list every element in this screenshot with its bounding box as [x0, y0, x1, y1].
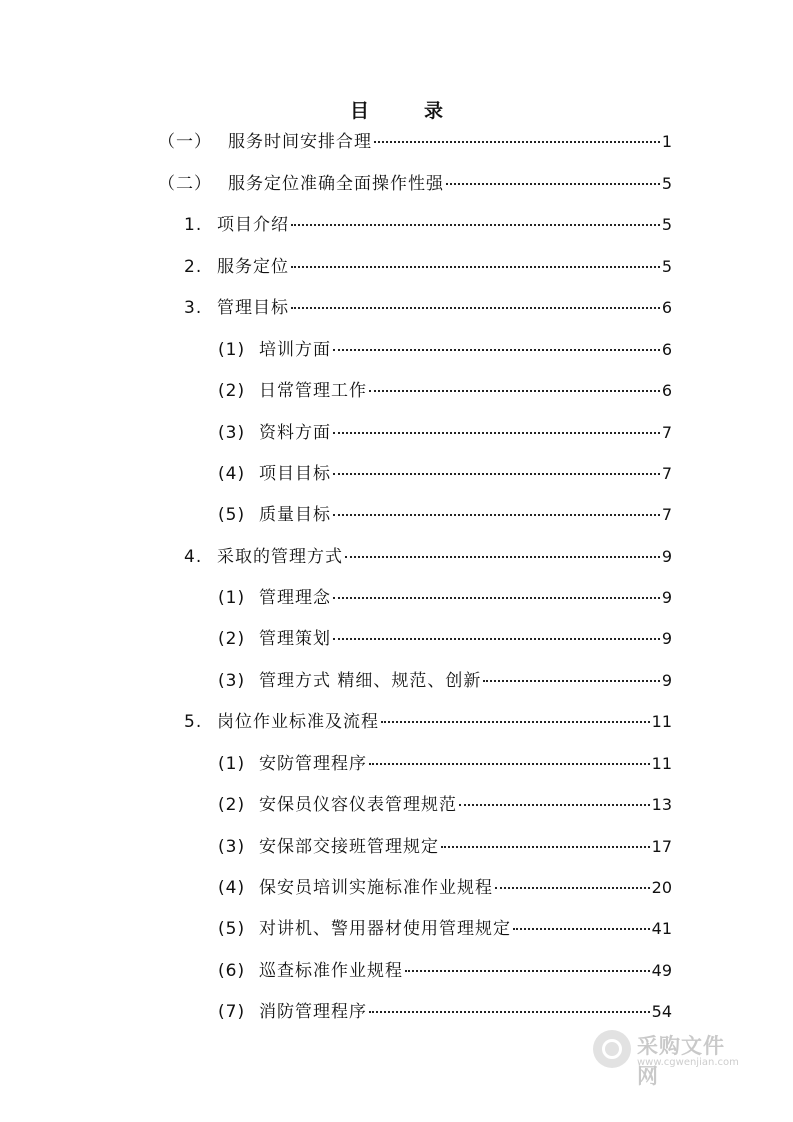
- toc-entry[interactable]: [218, 418, 672, 442]
- toc-entry-number: (2): [218, 795, 246, 815]
- toc-entry-title: 服务定位: [217, 257, 289, 277]
- dot-leader: [374, 141, 660, 143]
- dot-leader: [333, 432, 660, 434]
- toc-entry[interactable]: [218, 790, 672, 814]
- toc-entry-title: 管理理念: [259, 588, 331, 608]
- toc-entry-number: 2.: [184, 257, 203, 277]
- watermark-name: 采购文件网: [637, 1034, 725, 1088]
- dot-leader: [333, 473, 660, 475]
- toc-entry-title: 管理方式 精细、规范、创新: [259, 671, 482, 691]
- dot-leader: [333, 638, 660, 640]
- toc-entry[interactable]: [218, 583, 672, 607]
- toc-entry-page: 5: [661, 174, 672, 193]
- dot-leader: [441, 846, 650, 848]
- toc-entry-number: (5): [218, 919, 246, 939]
- toc-entry-title: 日常管理工作: [259, 381, 367, 401]
- toc-entry[interactable]: [218, 873, 672, 897]
- dot-leader: [483, 680, 659, 682]
- toc-entry-page: 20: [651, 878, 672, 897]
- toc-entry-title: 保安员培训实施标准作业规程: [259, 878, 493, 898]
- toc-entry-number: 3.: [184, 298, 203, 318]
- toc-entry-number: (3): [218, 423, 246, 443]
- toc-entry-number: (2): [218, 381, 246, 401]
- watermark-url: www.cgwenjian.com: [637, 1057, 739, 1068]
- toc-entry-title: 岗位作业标准及流程: [217, 712, 379, 732]
- toc-entry[interactable]: [218, 749, 672, 773]
- toc-entry-number: （一）: [158, 132, 212, 152]
- toc-entry-page: 54: [651, 1002, 672, 1021]
- dot-leader: [333, 349, 660, 351]
- toc-entry-number: (3): [218, 837, 246, 857]
- toc-entry[interactable]: [158, 169, 672, 193]
- dot-leader: [369, 1011, 650, 1013]
- toc-entry-page: 49: [651, 961, 672, 980]
- toc-entry-title: 资料方面: [259, 423, 331, 443]
- dot-leader: [446, 183, 660, 185]
- toc-entry-page: 7: [661, 464, 672, 483]
- toc-entry-number: （二）: [158, 174, 212, 194]
- toc-entry[interactable]: [218, 956, 672, 980]
- toc-entry[interactable]: [218, 997, 672, 1021]
- toc-entry[interactable]: [218, 376, 672, 400]
- toc-entry-page: 9: [661, 629, 672, 648]
- toc-entry[interactable]: [218, 500, 672, 524]
- toc-entry-number: (1): [218, 588, 246, 608]
- toc-entry-title: 消防管理程序: [259, 1002, 367, 1022]
- watermark-emblem-icon: [593, 1030, 631, 1068]
- toc-entry-number: 5.: [184, 712, 203, 732]
- toc-entry-number: 1.: [184, 215, 203, 235]
- toc-entry[interactable]: [218, 335, 672, 359]
- toc-entry-page: 7: [661, 505, 672, 524]
- toc-entry[interactable]: [218, 832, 672, 856]
- dot-leader: [495, 887, 650, 889]
- dot-leader: [333, 514, 660, 516]
- toc-entry[interactable]: [184, 252, 672, 276]
- dot-leader: [345, 556, 660, 558]
- toc-entry-number: (5): [218, 505, 246, 525]
- toc-entry-page: 5: [661, 215, 672, 234]
- dot-leader: [381, 721, 650, 723]
- dot-leader: [369, 390, 660, 392]
- toc-entry-title: 巡查标准作业规程: [259, 961, 403, 981]
- dot-leader: [513, 928, 650, 930]
- toc-entry-title: 服务定位准确全面操作性强: [228, 174, 444, 194]
- toc-entry-title: 质量目标: [259, 505, 331, 525]
- toc-entry-page: 11: [651, 754, 672, 773]
- toc-entry-number: (1): [218, 340, 246, 360]
- toc-entry-page: 5: [661, 257, 672, 276]
- toc-entry-title: 采取的管理方式: [217, 547, 343, 567]
- toc-entry-number: (1): [218, 754, 246, 774]
- toc-entry-number: (7): [218, 1002, 246, 1022]
- toc-entry[interactable]: [184, 293, 672, 317]
- page-title: 目 录: [349, 100, 461, 122]
- toc-entry-title: 对讲机、警用器材使用管理规定: [259, 919, 511, 939]
- dot-leader: [291, 224, 660, 226]
- toc-entry-number: (6): [218, 961, 246, 981]
- toc-entry-page: 11: [651, 712, 672, 731]
- toc-entry-page: 17: [651, 837, 672, 856]
- toc-entry-title: 项目目标: [259, 464, 331, 484]
- toc-entry[interactable]: [218, 459, 672, 483]
- dot-leader: [333, 597, 660, 599]
- toc-entry[interactable]: [218, 666, 672, 690]
- toc-entry-page: 1: [661, 132, 672, 151]
- toc-entry-page: 6: [661, 298, 672, 317]
- toc-entry-page: 6: [661, 381, 672, 400]
- toc-entry[interactable]: [218, 914, 672, 938]
- toc-entry-page: 9: [661, 671, 672, 690]
- toc-entry-title: 安保员仪容仪表管理规范: [259, 795, 457, 815]
- dot-leader: [405, 970, 650, 972]
- toc-entry-title: 管理目标: [217, 298, 289, 318]
- toc-entry-title: 培训方面: [259, 340, 331, 360]
- toc-entry-title: 管理策划: [259, 629, 331, 649]
- toc-entry-page: 13: [651, 795, 672, 814]
- toc-entry-number: 4.: [184, 547, 203, 567]
- toc-entry-title: 项目介绍: [217, 215, 289, 235]
- watermark-logo: [593, 1028, 743, 1088]
- toc-entry-page: 9: [661, 547, 672, 566]
- toc-entry[interactable]: [218, 624, 672, 648]
- toc-entry-number: (3): [218, 671, 246, 691]
- toc-entry[interactable]: [184, 542, 672, 566]
- toc-entry-title: 服务时间安排合理: [228, 132, 372, 152]
- toc-entry-title: 安保部交接班管理规定: [259, 837, 439, 857]
- toc-entry-title: 安防管理程序: [259, 754, 367, 774]
- toc-entry-number: (2): [218, 629, 246, 649]
- toc-entry[interactable]: [184, 707, 672, 731]
- toc-entry-number: (4): [218, 464, 246, 484]
- dot-leader: [369, 763, 650, 765]
- dot-leader: [291, 266, 660, 268]
- dot-leader: [291, 307, 660, 309]
- toc-entry-page: 9: [661, 588, 672, 607]
- dot-leader: [459, 804, 650, 806]
- toc-entry-page: 7: [661, 423, 672, 442]
- toc-entry[interactable]: [184, 210, 672, 234]
- toc-entry-number: (4): [218, 878, 246, 898]
- toc-entry-page: 41: [651, 919, 672, 938]
- toc-entry-page: 6: [661, 340, 672, 359]
- toc-entry[interactable]: [158, 127, 672, 151]
